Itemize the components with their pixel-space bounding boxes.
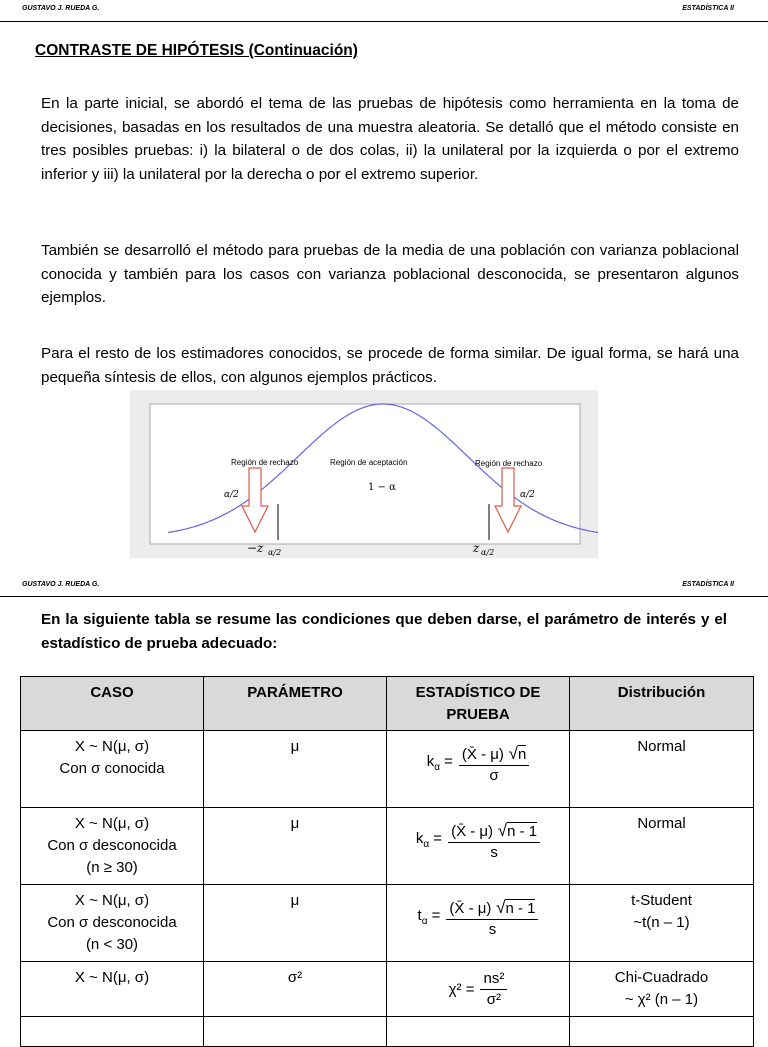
distribution-line: t-Student	[631, 892, 692, 909]
caso-line: X ~ N(μ, σ)	[74, 969, 150, 986]
distribution-line: Chi-Cuadrado	[614, 969, 709, 986]
test-statistic-formula	[391, 898, 565, 940]
footer-rule	[0, 596, 768, 597]
cell-caso	[21, 962, 204, 1017]
cell-caso	[21, 885, 204, 962]
cell-empty	[21, 1017, 204, 1047]
page-header-author: GUSTAVO J. RUEDA G.	[22, 5, 100, 12]
label-accept: Región de aceptación	[330, 458, 408, 467]
distribution-line: Normal	[637, 815, 686, 832]
cell-empty	[204, 1017, 387, 1047]
distribution-line: Normal	[637, 738, 686, 755]
cell-empty	[570, 1017, 754, 1047]
alpha-half-right: α/2	[520, 490, 535, 500]
distribution-line: ~ χ² (n – 1)	[624, 991, 699, 1008]
formula-numerator: (X̄ - μ)	[451, 823, 494, 840]
formula-fraction: $\frac{(X̄ - \mu) √n}{\sigma}$	[459, 744, 529, 786]
caso-line: Con σ desconocida	[47, 914, 177, 931]
paragraph-rest: Para el resto de los estimadores conocidos, se procede de forma similar. De igual forma, se hará una pequeña síntesis de ellos, con algunos ejemplos prácticos.	[41, 345, 739, 386]
table-row	[21, 808, 754, 885]
alpha-half-left: α/2	[224, 490, 239, 500]
formula-fraction: $\frac{(X̄ - \mu) √n - 1}{s}$	[446, 898, 538, 940]
cell-estadistico	[387, 885, 570, 962]
caso-line: Con σ conocida	[59, 760, 165, 777]
page-footer-author: GUSTAVO J. RUEDA G.	[22, 581, 100, 588]
acceptance-probability: 1 − α	[368, 482, 396, 493]
formula-denominator: σ	[489, 767, 499, 784]
paragraph-method: También se desarrolló el método para pruebas de la media de una población con varianza poblacional conocida y también para los casos con varianza poblacional desconocida, se presentaron algunos ejemplos.	[41, 242, 739, 306]
test-statistic-formula	[391, 821, 565, 863]
header-rule	[0, 21, 768, 22]
z-subscript-left: α/2	[268, 548, 282, 557]
cell-parametro: σ²	[204, 962, 387, 1017]
caso-line: X ~ N(μ, σ)	[74, 738, 150, 755]
paragraph-intro: En la parte inicial, se abordó el tema de las pruebas de hipótesis como herramienta en la toma de decisiones, basadas en los resultados de una muestra aleatoria. Se detalló que el método consiste en tres posibles pruebas: i) la bilateral o de dos colas, ii) la unilateral por la izquierda o por el extremo inferior y iii) la unilateral por la derecha o por el extremo superior.	[41, 95, 739, 183]
z-subscript-right: α/2	[481, 548, 495, 557]
cell-caso	[21, 808, 204, 885]
cell-distribucion	[570, 731, 754, 808]
table-row	[21, 731, 754, 808]
cell-distribucion	[570, 808, 754, 885]
test-statistic-formula	[391, 969, 565, 1010]
z-critical-left: −z	[247, 541, 264, 555]
formula-denominator: σ²	[486, 991, 502, 1008]
cell-parametro: μ	[204, 731, 387, 808]
table-row	[21, 962, 754, 1017]
page-footer-course: ESTADÍSTICA II	[682, 581, 734, 588]
test-statistic-formula	[391, 744, 565, 786]
label-reject-left: Región de rechazo	[231, 458, 299, 467]
hypothesis-test-figure	[130, 390, 598, 558]
test-statistics-table	[20, 676, 754, 1047]
formula-root: n - 1	[507, 823, 538, 840]
formula-numerator: (X̄ - μ)	[449, 900, 492, 917]
label-reject-right: Región de rechazo	[475, 459, 543, 468]
caso-line: (n ≥ 30)	[86, 859, 138, 876]
cell-distribucion	[570, 962, 754, 1017]
section-title: CONTRASTE DE HIPÓTESIS (Continuación)	[35, 42, 358, 59]
formula-fraction	[480, 969, 507, 1010]
formula-fraction: $\frac{(X̄ - \mu) √n - 1}{s}$	[448, 821, 540, 863]
table-row-partial	[21, 1017, 754, 1047]
formula-lhs: $k_\alpha$ =	[415, 830, 443, 850]
formula-root: n - 1	[505, 900, 536, 917]
formula-lhs: χ² =	[448, 980, 475, 998]
cell-estadistico	[387, 808, 570, 885]
caso-line: X ~ N(μ, σ)	[74, 815, 150, 832]
cell-parametro: μ	[204, 885, 387, 962]
header-caso: CASO	[21, 677, 204, 731]
z-critical-right: z	[473, 541, 480, 555]
cell-estadistico	[387, 731, 570, 808]
header-estadistico: ESTADÍSTICO DE PRUEBA	[387, 677, 570, 731]
header-distribucion: Distribución	[570, 677, 754, 731]
cell-caso	[21, 731, 204, 808]
caso-line: (n < 30)	[85, 936, 139, 953]
formula-denominator: s	[490, 844, 498, 861]
formula-numerator: ns²	[483, 970, 505, 987]
cell-estadistico	[387, 962, 570, 1017]
header-parametro: PARÁMETRO	[204, 677, 387, 731]
caso-line: X ~ N(μ, σ)	[74, 892, 150, 909]
formula-root: n	[517, 746, 527, 763]
distribution-line: ~t(n – 1)	[633, 914, 690, 931]
formula-lhs: $t_\alpha$ =	[417, 907, 441, 927]
table-row	[21, 885, 754, 962]
cell-parametro: μ	[204, 808, 387, 885]
formula-lhs: $k_\alpha$ =	[426, 753, 453, 773]
table-header-row	[21, 677, 754, 731]
cell-distribucion	[570, 885, 754, 962]
page-header-course: ESTADÍSTICA II	[682, 5, 734, 12]
formula-numerator: (X̄ - μ)	[461, 746, 504, 763]
caso-line: Con σ desconocida	[47, 837, 177, 854]
cell-empty	[387, 1017, 570, 1047]
formula-denominator: s	[488, 921, 497, 938]
figure-frame	[150, 404, 580, 544]
table-intro: En la siguiente tabla se resume las condiciones que deben darse, el parámetro de interés y el estadístico de prueba adecuado:	[41, 611, 727, 652]
